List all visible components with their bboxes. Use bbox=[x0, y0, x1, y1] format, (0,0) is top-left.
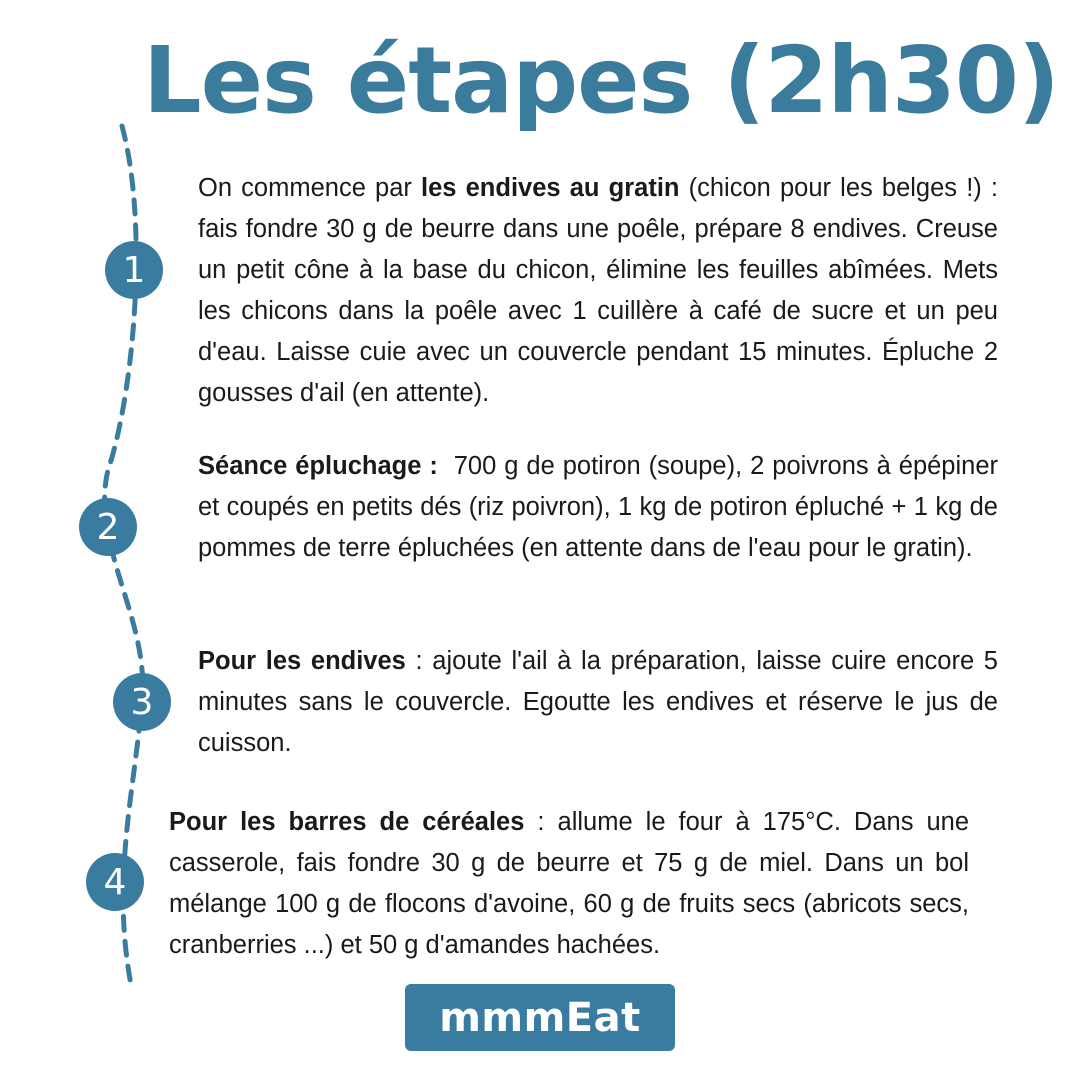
page-title: Les étapes (2h30) bbox=[143, 27, 1059, 134]
step-4-badge bbox=[86, 853, 144, 911]
step-3-body: : ajoute l'ail à la préparation, laisse cuire encore 5 minutes sans le couvercle. Egoutte les endives et réserve le jus de cuisson. bbox=[198, 647, 998, 757]
step-3-bold: Pour les endives bbox=[198, 647, 406, 675]
step-4-body: : allume le four à 175°C. Dans une casserole, fais fondre 30 g de beurre et 75 g de miel. Dans un bol mélange 100 g de flocons d'avoine, 60 g de fruits secs (abricots secs, cranberries ...) et 50 g d'amandes hachées. bbox=[169, 808, 970, 959]
step-2-badge bbox=[79, 498, 137, 556]
step-1-badge bbox=[105, 241, 163, 299]
step-1-number: 1 bbox=[122, 249, 146, 291]
step-4-bold: Pour les barres de céréales bbox=[169, 808, 525, 836]
step-1-text bbox=[198, 168, 998, 414]
step-2-number: 2 bbox=[96, 506, 120, 548]
step-3-badge bbox=[113, 673, 171, 731]
step-2-text bbox=[198, 446, 1006, 569]
mmmeat-logo: mmmEat bbox=[405, 984, 675, 1051]
step-4-text bbox=[169, 802, 969, 966]
step-3-number: 3 bbox=[130, 681, 154, 723]
step-1-bold: les endives au gratin bbox=[421, 174, 680, 202]
step-3-text bbox=[198, 641, 998, 764]
step-1-lead: On commence par bbox=[198, 174, 422, 202]
step-1-body: (chicon pour les belges !) : fais fondre 30 g de beurre dans une poêle, prépare 8 endives. Creuse un petit cône à la base du chicon, élimine les feuilles abîmées. Mets les chicons dans la poêle avec 1 cuillère à café de sucre et un peu d'eau. Laisse cuie avec un couvercle pendant 15 minutes. Épluche 2 gousses d'ail (en attente). bbox=[198, 174, 999, 407]
step-2-body: 700 g de potiron (soupe), 2 poivrons à épépiner et coupés en petits dés (riz poivron), 1 kg de potiron épluché + 1 kg de pommes de terre épluchées (en attente dans de l'eau pour le gratin). bbox=[198, 452, 1006, 562]
step-2-bold: Séance épluchage : bbox=[198, 452, 438, 480]
step-4-number: 4 bbox=[103, 861, 127, 903]
